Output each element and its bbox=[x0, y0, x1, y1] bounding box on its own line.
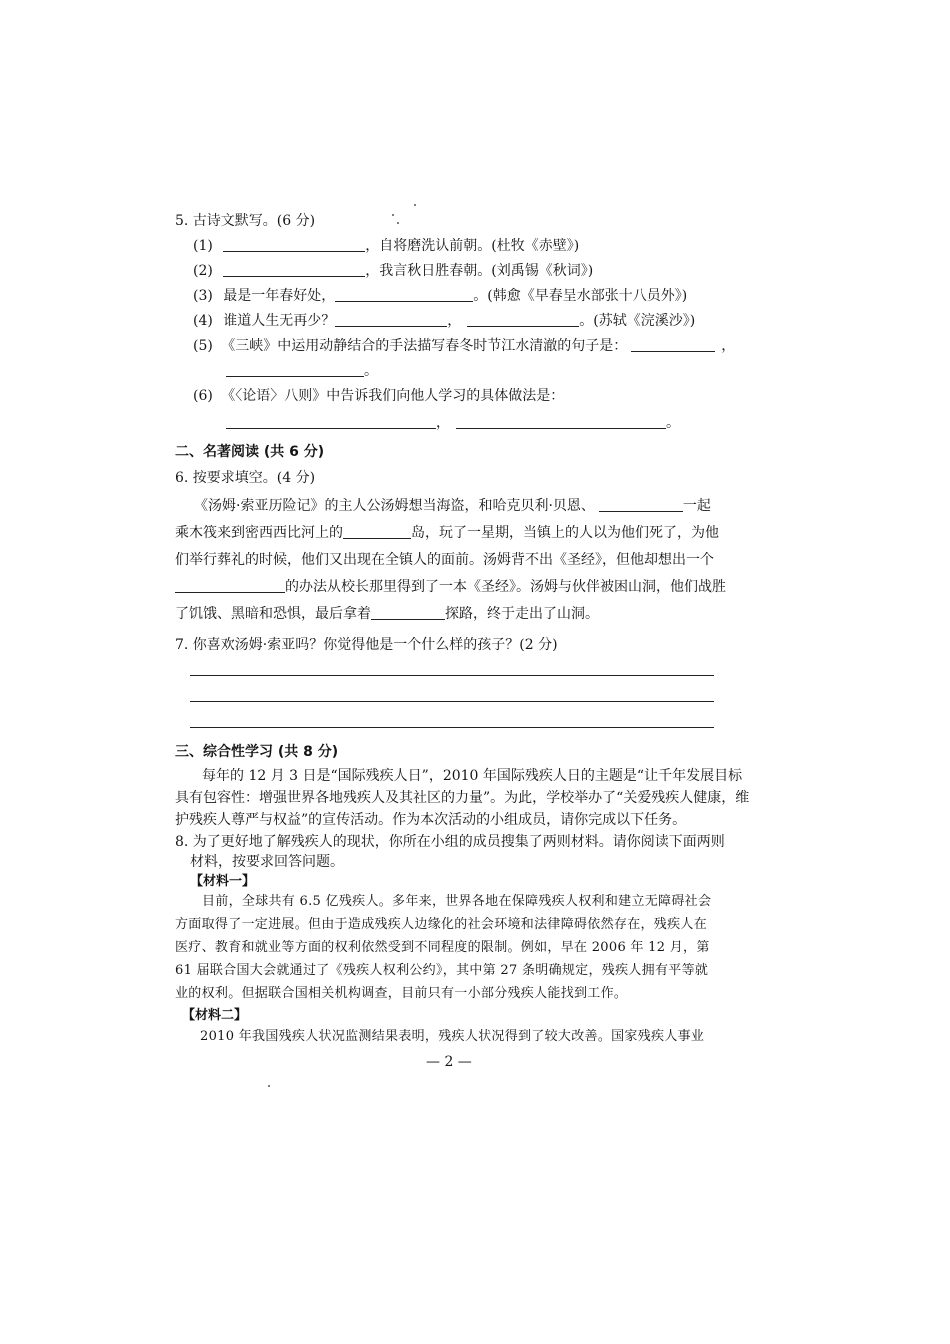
intro-line-2: 具有包容性：增强世界各地残疾人及其社区的力量”。为此，学校举办了“关爱残疾人健康，维 bbox=[175, 790, 750, 806]
q6-line-3: 们举行葬礼的时候，他们又出现在全镇人的面前。汤姆背不出《圣经》，但他却想出一个 bbox=[175, 552, 714, 568]
answer-blank[interactable] bbox=[467, 312, 579, 327]
material-one-line: 目前，全球共有 6.5 亿残疾人。多年来，世界各地在保障残疾人权利和建立无障碍社会 bbox=[202, 894, 712, 909]
answer-blank[interactable] bbox=[599, 497, 683, 512]
item-text: 。 bbox=[364, 363, 378, 379]
paragraph-text: 一起 bbox=[682, 498, 711, 514]
q5-item-5-cont bbox=[226, 362, 378, 380]
item-text: 。(苏轼《浣溪沙》) bbox=[579, 313, 696, 329]
q5-item-6 bbox=[193, 387, 564, 405]
q5-item-3 bbox=[193, 287, 687, 305]
item-number: (2) bbox=[193, 263, 213, 279]
section-heading-2: 二、名著阅读 (共 6 分) bbox=[175, 444, 325, 460]
item-number: (1) bbox=[193, 238, 213, 254]
item-text: ， bbox=[447, 313, 462, 329]
section-heading-3: 三、综合性学习 (共 8 分) bbox=[175, 744, 339, 760]
q8-line-2: 材料，按要求回答问题。 bbox=[190, 854, 344, 870]
q6-line-4 bbox=[175, 578, 726, 596]
item-text: 最是一年春好处， bbox=[223, 288, 336, 304]
answer-blank[interactable] bbox=[631, 337, 715, 352]
answer-blank[interactable] bbox=[175, 578, 285, 593]
answer-line[interactable] bbox=[190, 675, 714, 676]
q6-line-5 bbox=[175, 605, 599, 623]
q5-item-5 bbox=[193, 337, 735, 355]
answer-blank[interactable] bbox=[371, 605, 445, 620]
q8-line-1: 8. 为了更好地了解残疾人的现状，你所在小组的成员搜集了两则材料。请你阅读下面两则 bbox=[175, 834, 725, 850]
intro-line-3: 护残疾人尊严与权益”的宣传活动。作为本次活动的小组成员，请你完成以下任务。 bbox=[175, 812, 687, 828]
material-two-label: 【材料二】 bbox=[182, 1008, 248, 1023]
answer-blank[interactable] bbox=[223, 237, 365, 252]
q5-item-2 bbox=[193, 262, 593, 280]
scan-speck bbox=[392, 214, 394, 216]
material-one-line: 业的权利。但据联合国相关机构调查，目前只有一小部分残疾人能找到工作。 bbox=[175, 986, 628, 1001]
answer-blank[interactable] bbox=[226, 414, 436, 429]
scan-speck bbox=[268, 1085, 270, 1087]
item-text: 谁道人生无再少？ bbox=[223, 313, 336, 329]
q6-line-1 bbox=[194, 497, 711, 515]
q6-line-2 bbox=[175, 524, 719, 542]
item-text: 。 bbox=[666, 415, 680, 431]
answer-blank[interactable] bbox=[335, 287, 473, 302]
material-one-label: 【材料一】 bbox=[190, 874, 256, 889]
scan-speck bbox=[414, 204, 416, 206]
item-number: (6) bbox=[193, 388, 213, 404]
item-text: 《三峡》中运用动静结合的手法描写春冬时节江水清澈的句子是： bbox=[221, 338, 628, 354]
paragraph-text: 《汤姆·索亚历险记》的主人公汤姆想当海盗，和哈克贝利·贝恩、 bbox=[194, 498, 595, 514]
item-text: 。(韩愈《早春呈水部张十八员外》) bbox=[473, 288, 688, 304]
answer-blank[interactable] bbox=[335, 312, 447, 327]
q5-item-4 bbox=[193, 312, 695, 330]
q6-title: 6. 按要求填空。(4 分) bbox=[175, 470, 316, 486]
item-text: 《〈论语〉八则》中告诉我们向他人学习的具体做法是： bbox=[221, 388, 565, 404]
paragraph-text: 的办法从校长那里得到了一本《圣经》。汤姆与伙伴被困山洞，他们战胜 bbox=[285, 579, 726, 595]
answer-blank[interactable] bbox=[226, 362, 364, 377]
q5-item-6-cont bbox=[226, 414, 680, 432]
item-text: ，我言秋日胜春朝。(刘禹锡《秋词》) bbox=[365, 263, 594, 279]
paragraph-text: 岛，玩了一星期，当镇上的人以为他们死了，为他 bbox=[411, 525, 719, 541]
q5-title: 5. 古诗文默写。(6 分) bbox=[175, 213, 316, 229]
item-number: (5) bbox=[193, 338, 213, 354]
q5-item-1 bbox=[193, 237, 579, 255]
paragraph-text: 乘木筏来到密西西比河上的 bbox=[175, 525, 343, 541]
paragraph-text: 探路，终于走出了山洞。 bbox=[445, 606, 599, 622]
item-text: ，自将磨洗认前朝。(杜牧《赤壁》) bbox=[365, 238, 580, 254]
material-two-line: 2010 年我国残疾人状况监测结果表明，残疾人状况得到了较大改善。国家残疾人事业 bbox=[200, 1029, 705, 1044]
item-text: ， bbox=[721, 338, 736, 354]
q7-title: 7. 你喜欢汤姆·索亚吗？你觉得他是一个什么样的孩子？(2 分) bbox=[175, 637, 558, 653]
page-number: — 2 — bbox=[426, 1054, 472, 1070]
material-one-line: 方面取得了一定进展。但由于造成残疾人边缘化的社会环境和法律障碍依然存在，残疾人在 bbox=[175, 917, 708, 932]
material-one-line: 61 届联合国大会就通过了《残疾人权利公约》，其中第 27 条明确规定，残疾人拥有平等就 bbox=[175, 963, 709, 978]
answer-blank[interactable] bbox=[456, 414, 666, 429]
scan-speck bbox=[397, 222, 399, 224]
item-number: (4) bbox=[193, 313, 213, 329]
material-one-line: 医疗、教育和就业等方面的权利依然受到不同程度的限制。例如，早在 2006 年 12 月，第 bbox=[175, 940, 710, 955]
answer-blank[interactable] bbox=[223, 262, 365, 277]
item-number: (3) bbox=[193, 288, 213, 304]
answer-line[interactable] bbox=[190, 701, 714, 702]
answer-line[interactable] bbox=[190, 727, 714, 728]
item-text: ， bbox=[436, 415, 450, 431]
intro-line-1: 每年的 12 月 3 日是“国际残疾人日”，2010 年国际残疾人日的主题是“让千年发展目标 bbox=[202, 768, 743, 784]
answer-blank[interactable] bbox=[343, 524, 411, 539]
paragraph-text: 了饥饿、黑暗和恐惧，最后拿着 bbox=[175, 606, 371, 622]
